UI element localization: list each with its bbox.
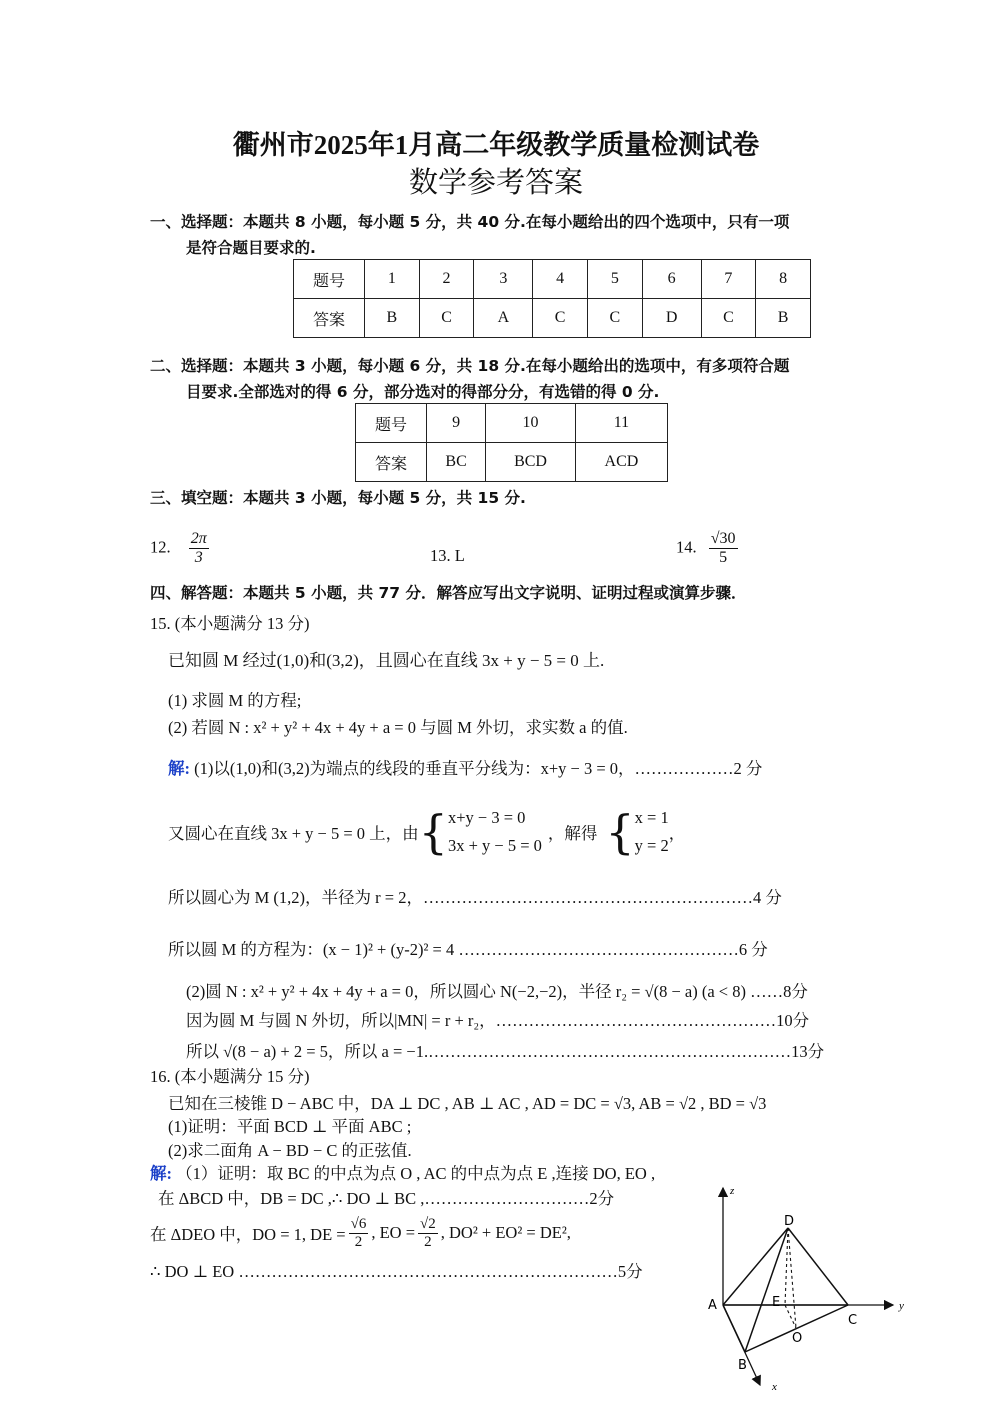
p16-solution-text3c: , DO² + EO² = DE², xyxy=(440,1223,571,1242)
fraction xyxy=(418,1216,438,1251)
table-cell: BCD xyxy=(486,443,576,482)
edge-AB xyxy=(723,1305,745,1352)
table-cell: 题号 xyxy=(294,260,365,299)
p16-solution-line3 xyxy=(150,1208,571,1258)
section1-answer-table xyxy=(293,259,811,338)
q13-answer: 13. L xyxy=(430,546,465,565)
section3-heading: 三、填空题：本题共 3 小题，每小题 5 分，共 15 分. xyxy=(150,489,526,507)
section4-heading: 四、解答题：本题共 5 小题，共 77 分．解答应写出文字说明、证明过程或演算步骤． xyxy=(150,584,747,602)
table-row xyxy=(294,260,811,299)
q14-fraction xyxy=(709,530,738,567)
p15-solution-text2a: 又圆心在直线 3x + y − 5 = 0 上，由 xyxy=(168,824,419,843)
system-of-equations-2 xyxy=(635,804,669,860)
table-cell: 3 xyxy=(474,260,533,299)
q12-answer xyxy=(150,530,209,567)
point-C-label: C xyxy=(848,1313,858,1328)
point-O-label: O xyxy=(792,1331,803,1346)
section1-heading-line1: 一、选择题：本题共 8 小题，每小题 5 分，共 40 分.在每小题给出的四个选项中，只有一项 xyxy=(150,213,790,231)
table-cell: C xyxy=(587,299,642,338)
page-subtitle: 数学参考答案 xyxy=(408,167,583,199)
table-cell: 题号 xyxy=(356,404,427,443)
q12-label: 12. xyxy=(150,537,171,557)
p16-question1: (1)证明：平面 BCD ⊥ 平面 ABC ; xyxy=(168,1117,412,1136)
page-title: 衢州市2025年1月高二年级教学质量检测试卷 xyxy=(232,130,760,160)
numerator: √6 xyxy=(350,1215,367,1232)
point-B-label: B xyxy=(738,1358,747,1373)
table-cell: 4 xyxy=(533,260,588,299)
q14-answer xyxy=(676,530,738,567)
q14-label: 14. xyxy=(676,537,697,557)
table-cell: 2 xyxy=(419,260,474,299)
system-of-equations-1 xyxy=(448,804,542,860)
point-A-label: A xyxy=(708,1298,717,1313)
edge-DA xyxy=(723,1228,788,1305)
denominator: 2 xyxy=(424,1233,432,1250)
pyramid-figure xyxy=(700,1180,920,1395)
table-cell: C xyxy=(533,299,588,338)
p15-question1: (1) 求圆 M 的方程; xyxy=(168,691,302,710)
table-cell: 1 xyxy=(365,260,420,299)
table-cell: 5 xyxy=(587,260,642,299)
p15-solution-line7: 所以 √(8 − a) + 2 = 5，所以 a = −1.…………………………………………………………13分 xyxy=(186,1042,825,1061)
denominator: 2 xyxy=(354,1233,363,1250)
table-row xyxy=(356,443,668,482)
equation: 3x + y − 5 = 0 xyxy=(447,836,542,855)
left-brace-icon: { xyxy=(605,805,635,859)
edge-DC xyxy=(788,1228,848,1305)
p16-solution-label: 解: xyxy=(150,1164,172,1183)
p16-solution-line4: ∴ DO ⊥ EO ……………………………………………………………5分 xyxy=(150,1262,643,1281)
p15-title: 15. (本小题满分 13 分) xyxy=(150,614,310,633)
equation: x = 1 xyxy=(634,808,669,827)
p15-solution-text2b: ，解得 xyxy=(547,824,598,843)
p15-solution-text2c: ， xyxy=(668,824,686,843)
p15-solution-text1: (1)以(1,0)和(3,2)为端点的线段的垂直平分线为：x+y − 3 = 0，………………2 分 xyxy=(194,759,763,778)
p15-solution-line5: (2)圆 N : x² + y² + 4x + 4y + a = 0，所以圆心 N(−2,−2)，半径 r₂ = √(8 − a) (a < 8) ……8分 xyxy=(186,982,808,1001)
table-cell: C xyxy=(701,299,756,338)
p15-statement: 已知圆 M 经过(1,0)和(3,2)，且圆心在直线 3x + y − 5 = 0 上. xyxy=(168,651,605,670)
section2-heading-line2: 目要求.全部选对的得 6 分，部分选对的得部分分，有选错的得 0 分. xyxy=(186,383,660,401)
p16-solution-text1: （1）证明：取 BC 的中点为点 O , AC 的中点为点 E ,连接 DO, EO , xyxy=(176,1164,656,1183)
q12-fraction xyxy=(189,530,209,567)
table-cell: 答案 xyxy=(294,299,365,338)
table-cell: BC xyxy=(427,443,486,482)
table-cell: 10 xyxy=(486,404,576,443)
section2-heading-line1: 二、选择题：本题共 3 小题，每小题 6 分，共 18 分.在每小题给出的选项中，有多项符合题 xyxy=(150,357,790,375)
q14-numerator: √30 xyxy=(710,530,736,547)
y-axis-label: y xyxy=(899,1300,904,1312)
table-cell: B xyxy=(756,299,811,338)
table-cell: 11 xyxy=(575,404,667,443)
point-D-label: D xyxy=(784,1214,795,1229)
equation: y = 2 xyxy=(634,836,669,855)
table-row xyxy=(294,299,811,338)
p15-solution-line2 xyxy=(168,804,685,860)
x-axis-label: x xyxy=(772,1381,777,1393)
table-cell: 7 xyxy=(701,260,756,299)
table-cell: ACD xyxy=(575,443,667,482)
p15-question2: (2) 若圆 N : x² + y² + 4x + 4y + a = 0 与圆 M 外切，求实数 a 的值. xyxy=(168,718,628,737)
fraction xyxy=(349,1216,369,1251)
p16-solution-text3b: , EO = xyxy=(371,1223,416,1242)
table-cell: 6 xyxy=(642,260,701,299)
edge-DB xyxy=(745,1228,788,1352)
table-cell: B xyxy=(365,299,420,338)
p16-title: 16. (本小题满分 15 分) xyxy=(150,1067,310,1086)
q14-denominator: 5 xyxy=(719,549,728,566)
q12-numerator: 2π xyxy=(190,530,207,547)
p16-statement: 已知在三棱锥 D − ABC 中，DA ⊥ DC , AB ⊥ AC , AD = DC = √3, AB = √2 , BD = √3 xyxy=(168,1094,767,1113)
z-axis-label: z xyxy=(730,1185,735,1197)
p16-solution-line2: 在 ΔBCD 中，DB = DC ,∴ DO ⊥ BC ,…………………………2分 xyxy=(158,1189,615,1208)
table-cell: D xyxy=(642,299,701,338)
p15-solution-line4: 所以圆 M 的方程为：(x − 1)² + (y-2)² = 4 ……………………………………………6 分 xyxy=(168,940,768,959)
p16-solution-line1 xyxy=(150,1160,655,1184)
q12-denominator: 3 xyxy=(194,549,203,566)
table-cell: C xyxy=(419,299,474,338)
numerator: √2 xyxy=(420,1215,436,1232)
section1-heading-line2: 是符合题目要求的. xyxy=(186,239,316,257)
p16-question2: (2)求二面角 A − BD − C 的正弦值. xyxy=(168,1141,412,1160)
table-row xyxy=(356,404,668,443)
table-cell: 9 xyxy=(427,404,486,443)
segment-DO xyxy=(788,1228,796,1328)
p15-solution-label: 解: xyxy=(168,759,190,778)
section2-answer-table xyxy=(355,403,668,482)
table-cell: A xyxy=(474,299,533,338)
table-cell: 答案 xyxy=(356,443,427,482)
p15-solution-line6: 因为圆 M 与圆 N 外切，所以|MN| = r + r₂，……………………………………………10分 xyxy=(186,1011,810,1030)
point-E-label: E xyxy=(772,1295,781,1310)
equation: x+y − 3 = 0 xyxy=(447,808,526,827)
table-cell: 8 xyxy=(756,260,811,299)
left-brace-icon: { xyxy=(418,805,448,859)
p15-solution-line3: 所以圆心为 M (1,2)，半径为 r = 2，……………………………………………………4 分 xyxy=(168,888,782,907)
segment-DE xyxy=(785,1228,788,1305)
p16-solution-text3a: 在 ΔDEO 中，DO = 1, DE = xyxy=(150,1225,346,1244)
p15-solution-line1 xyxy=(168,755,762,779)
